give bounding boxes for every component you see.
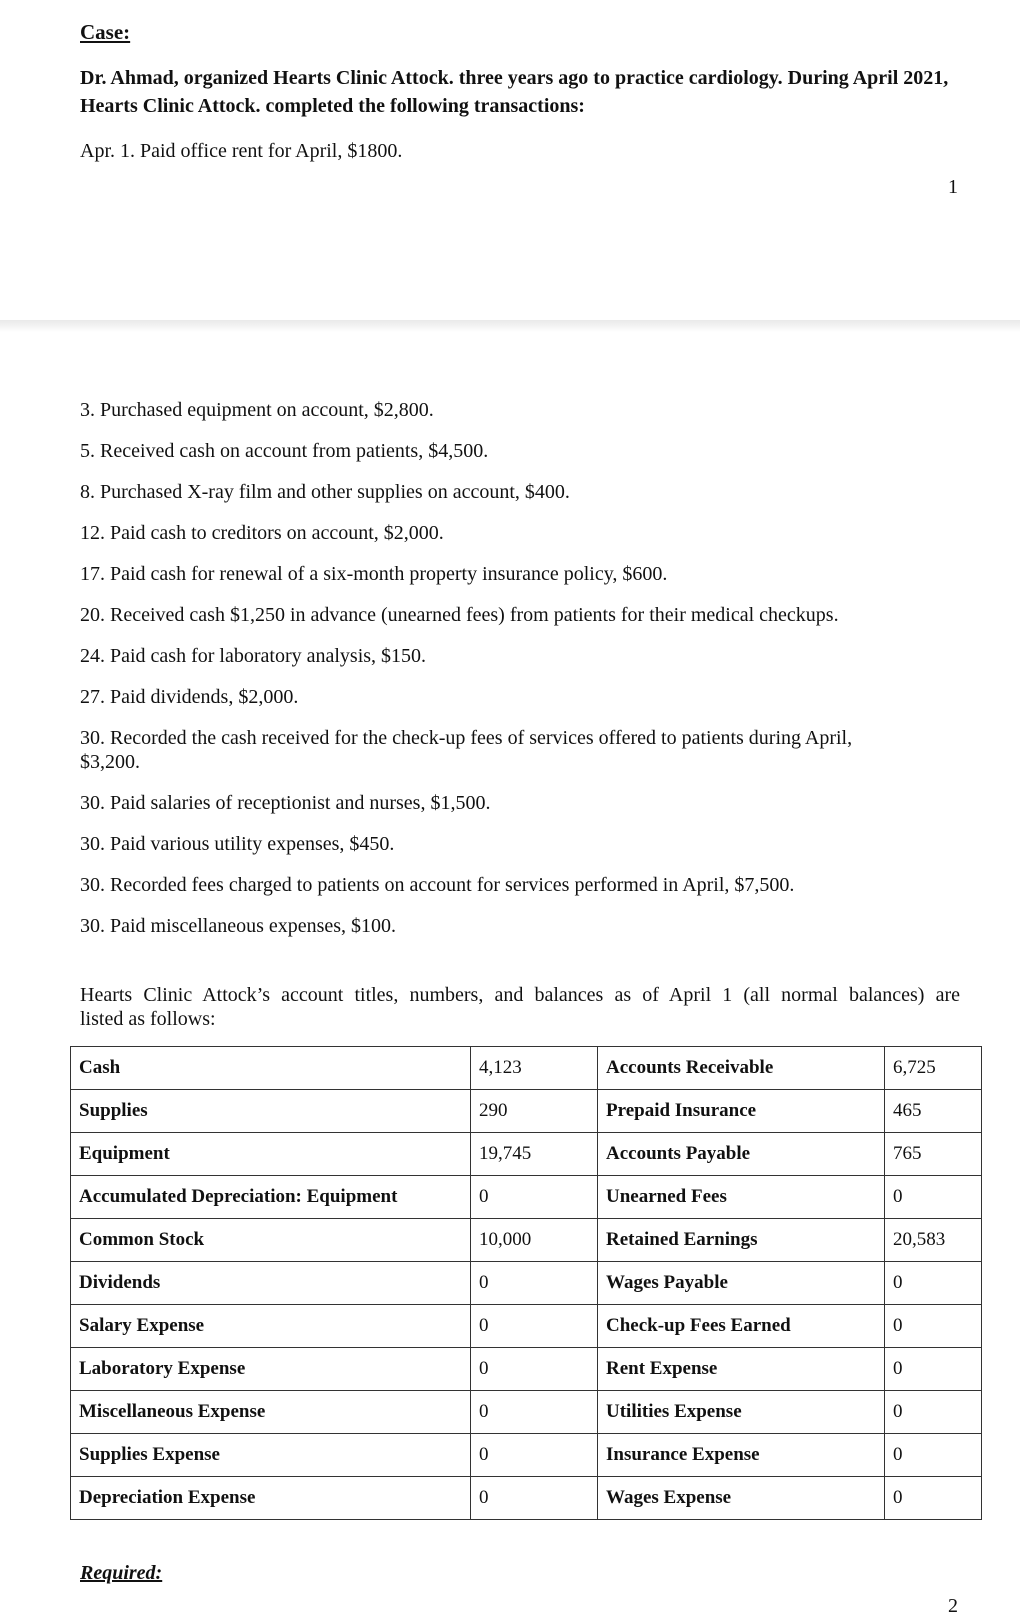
account-balance: 6,725: [885, 1047, 982, 1090]
account-name: Common Stock: [71, 1219, 471, 1262]
account-name: Wages Expense: [598, 1477, 885, 1520]
transaction-item: 17. Paid cash for renewal of a six-month property insurance policy, $600.: [80, 563, 668, 585]
transaction-item: 20. Received cash $1,250 in advance (unearned fees) from patients for their medical checkups.: [80, 604, 839, 626]
account-balance: 0: [885, 1176, 982, 1219]
required-heading: Required:: [80, 1562, 163, 1584]
balances-intro-line1: Hearts Clinic Attock’s account titles, numbers, and balances as of April 1 (all normal balances) are: [80, 984, 960, 1006]
account-balance: 465: [885, 1090, 982, 1133]
balances-intro-line2: listed as follows:: [80, 1008, 216, 1030]
account-name: Accounts Payable: [598, 1133, 885, 1176]
account-name: Miscellaneous Expense: [71, 1391, 471, 1434]
transaction-item: 24. Paid cash for laboratory analysis, $150.: [80, 645, 427, 667]
account-balance: 0: [885, 1477, 982, 1520]
account-balance: 0: [471, 1305, 598, 1348]
transaction-item: 8. Purchased X-ray film and other supplies on account, $400.: [80, 481, 570, 503]
account-balances-table: [70, 1046, 982, 1520]
page-number: 1: [948, 176, 958, 198]
account-name: Accounts Receivable: [598, 1047, 885, 1090]
transaction-item: 30. Paid miscellaneous expenses, $100.: [80, 915, 397, 937]
table-row: [71, 1434, 982, 1477]
page-divider: [0, 320, 1020, 332]
account-name: Wages Payable: [598, 1262, 885, 1305]
transaction-item: 12. Paid cash to creditors on account, $2,000.: [80, 522, 444, 544]
account-name: Depreciation Expense: [71, 1477, 471, 1520]
page-number: 2: [948, 1595, 958, 1617]
account-name: Prepaid Insurance: [598, 1090, 885, 1133]
table-row: [71, 1477, 982, 1520]
account-balance: 0: [885, 1262, 982, 1305]
account-name: Retained Earnings: [598, 1219, 885, 1262]
case-heading: Case:: [80, 20, 131, 44]
account-balance: 0: [471, 1348, 598, 1391]
transaction-apr-1: Apr. 1. Paid office rent for April, $1800.: [80, 140, 403, 162]
account-balance: 10,000: [471, 1219, 598, 1262]
account-balance: 0: [471, 1477, 598, 1520]
account-balance: 0: [885, 1305, 982, 1348]
account-balance: 0: [471, 1391, 598, 1434]
account-name: Dividends: [71, 1262, 471, 1305]
account-name: Cash: [71, 1047, 471, 1090]
account-balance: 19,745: [471, 1133, 598, 1176]
account-balance: 0: [885, 1348, 982, 1391]
table-row: [71, 1047, 982, 1090]
transaction-item: 5. Received cash on account from patients, $4,500.: [80, 440, 489, 462]
account-name: Supplies: [71, 1090, 471, 1133]
account-balance: 0: [471, 1176, 598, 1219]
account-name: Laboratory Expense: [71, 1348, 471, 1391]
transaction-item: 30. Paid various utility expenses, $450.: [80, 833, 395, 855]
transaction-item: 30. Paid salaries of receptionist and nurses, $1,500.: [80, 792, 491, 814]
account-balance: 4,123: [471, 1047, 598, 1090]
table-row: [71, 1262, 982, 1305]
account-balance: 0: [471, 1262, 598, 1305]
table-row: [71, 1391, 982, 1434]
account-balance: 765: [885, 1133, 982, 1176]
account-balance: 20,583: [885, 1219, 982, 1262]
account-name: Equipment: [71, 1133, 471, 1176]
account-name: Utilities Expense: [598, 1391, 885, 1434]
account-name: Check-up Fees Earned: [598, 1305, 885, 1348]
account-name: Unearned Fees: [598, 1176, 885, 1219]
transaction-item: 3. Purchased equipment on account, $2,800.: [80, 399, 434, 421]
table-row: [71, 1305, 982, 1348]
account-name: Insurance Expense: [598, 1434, 885, 1477]
transaction-item: 27. Paid dividends, $2,000.: [80, 686, 299, 708]
intro-paragraph: Dr. Ahmad, organized Hearts Clinic Attock. three years ago to practice cardiology. During April 2021, Hearts Clinic Attock. completed the following transactions:: [80, 67, 949, 117]
table-row: [71, 1133, 982, 1176]
table-row: [71, 1176, 982, 1219]
table-row: [71, 1348, 982, 1391]
account-name: Accumulated Depreciation: Equipment: [71, 1176, 471, 1219]
transaction-item: 30. Recorded fees charged to patients on account for services performed in April, $7,500.: [80, 874, 795, 896]
account-balance: 290: [471, 1090, 598, 1133]
account-balance: 0: [885, 1391, 982, 1434]
account-name: Salary Expense: [71, 1305, 471, 1348]
account-name: Supplies Expense: [71, 1434, 471, 1477]
transaction-item: 30. Recorded the cash received for the check-up fees of services offered to patients during April, $3,200.: [80, 727, 853, 773]
table-row: [71, 1219, 982, 1262]
account-balance: 0: [471, 1434, 598, 1477]
table-row: [71, 1090, 982, 1133]
account-balance: 0: [885, 1434, 982, 1477]
account-name: Rent Expense: [598, 1348, 885, 1391]
